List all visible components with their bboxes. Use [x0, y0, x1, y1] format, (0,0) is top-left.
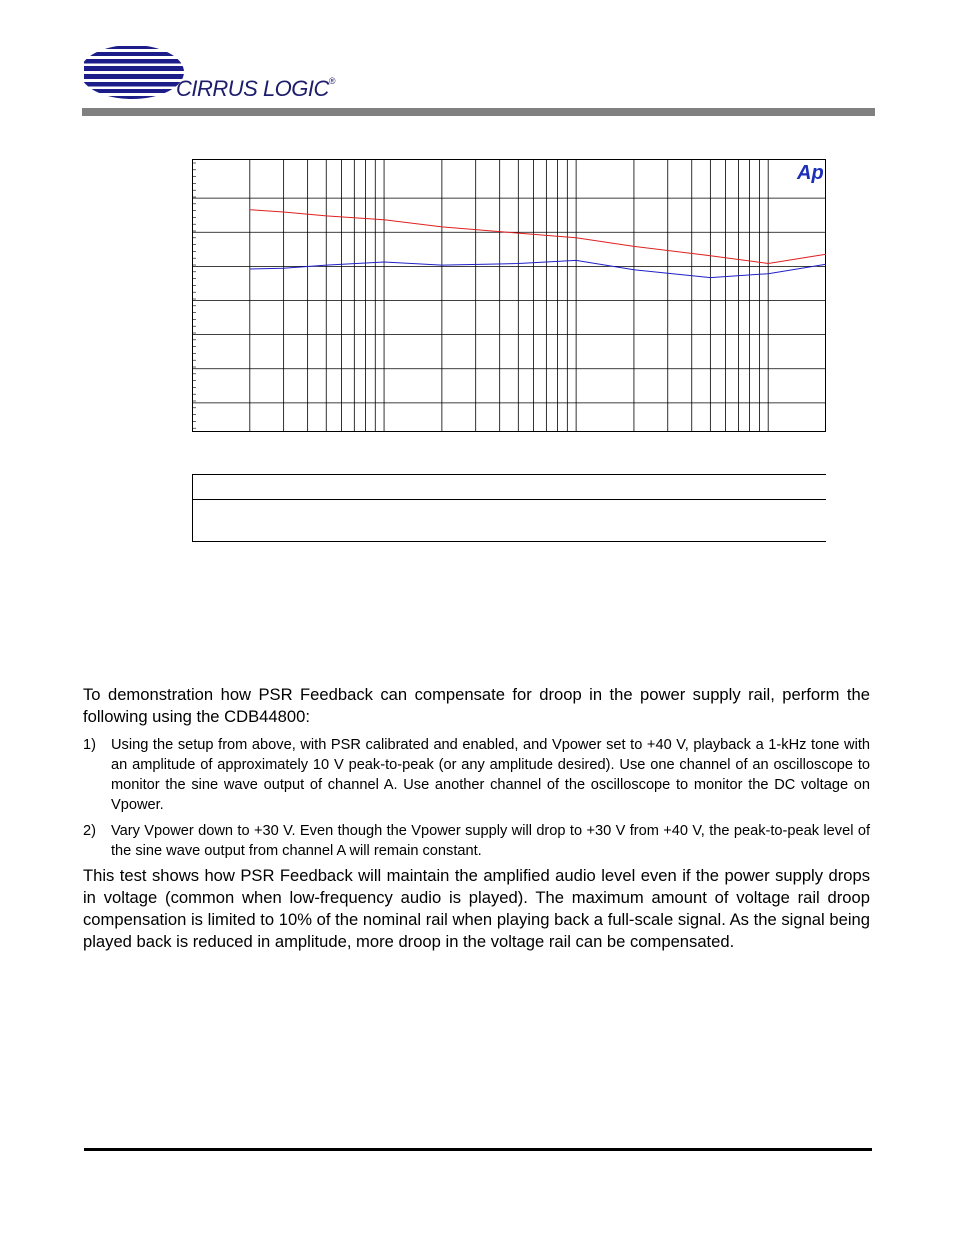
step-number: 1): [83, 737, 96, 753]
step-item: [83, 821, 870, 861]
summary-paragraph: This test shows how PSR Feedback will maintain the amplified audio level even if the power supply drops in voltage (common when low-frequency audio is played). The maximum amount of voltage rail droop compensation is limited to 10% of the nominal rail when playing back a full-scale signal. As the signal being played back is reduced in amplitude, more droop in the voltage rail can be compensated.: [83, 866, 870, 951]
logo-wordmark: CIRRUS LOGIC®: [176, 76, 336, 101]
step-text: Using the setup from above, with PSR calibrated and enabled, and Vpower set to +40 V, playback a 1-kHz tone with an amplitude of approximately 10 V peak-to-peak (or any amplitude desired). Use one channel of an oscilloscope to monitor the sine wave output of channel A. Use another channel of the oscilloscope to monitor the DC voltage on Vpower.: [111, 737, 870, 813]
psr-response-chart: [192, 159, 826, 432]
chart-legend-table: [192, 474, 826, 542]
step-text: Vary Vpower down to +30 V. Even though the Vpower supply will drop to +30 V from +40 V, the peak-to-peak level of the sine wave output from channel A will remain constant.: [111, 823, 870, 859]
intro-paragraph: To demonstration how PSR Feedback can compensate for droop in the power supply rail, perform the following using the CDB44800:: [83, 685, 870, 726]
footer-rule: [84, 1148, 872, 1151]
procedure-steps: [83, 735, 870, 867]
chart-frame: [193, 160, 826, 432]
step-number: 2): [83, 823, 96, 839]
header-rule: [82, 108, 875, 116]
step-item: [83, 735, 870, 815]
ap-badge: Ap: [797, 162, 824, 184]
